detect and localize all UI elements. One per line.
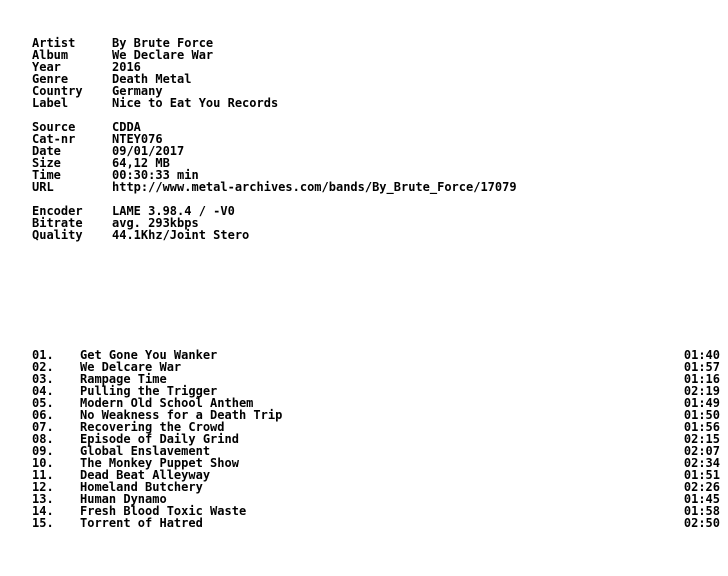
source-info-block	[32, 121, 517, 193]
track-number: 03.	[32, 372, 54, 386]
field-value: Death Metal	[112, 72, 192, 86]
track-number: 04.	[32, 384, 54, 398]
track-title: Torrent of Hatred	[80, 516, 203, 530]
track-row	[32, 517, 720, 529]
source-info-row	[32, 145, 517, 157]
source-info-row	[32, 121, 517, 133]
track-number: 09.	[32, 444, 54, 458]
field-label: URL	[32, 180, 54, 194]
track-title: Human Dynamo	[80, 492, 167, 506]
encoder-info-block	[32, 205, 249, 241]
track-duration: 02:19	[683, 384, 720, 398]
field-value: NTEY076	[112, 132, 163, 146]
field-value: 2016	[112, 60, 141, 74]
track-number: 15.	[32, 516, 54, 530]
track-duration: 01:56	[683, 420, 720, 434]
encoder-info-row	[32, 229, 249, 241]
track-number: 12.	[32, 480, 54, 494]
field-value: CDDA	[112, 120, 141, 134]
field-label: Encoder	[32, 204, 83, 218]
track-number: 01.	[32, 348, 54, 362]
release-info-row	[32, 49, 278, 61]
field-value: By Brute Force	[112, 36, 214, 50]
field-value: 00:30:33 min	[112, 168, 199, 182]
field-label: Country	[32, 84, 83, 98]
track-title: Dead Beat Alleyway	[80, 468, 211, 482]
url-value: http://www.metal-archives.com/bands/By_Brute_Force/17079	[112, 180, 517, 194]
field-label: Size	[32, 156, 61, 170]
track-duration: 01:16	[683, 372, 720, 386]
track-duration: 02:34	[683, 456, 720, 470]
track-number: 02.	[32, 360, 54, 374]
field-label: Source	[32, 120, 76, 134]
field-label: Bitrate	[32, 216, 83, 230]
track-duration: 02:15	[683, 432, 720, 446]
field-label: Date	[32, 144, 61, 158]
field-value: 64,12 MB	[112, 156, 170, 170]
field-label: Genre	[32, 72, 69, 86]
field-value: Nice to Eat You Records	[112, 96, 279, 110]
field-label: Label	[32, 96, 69, 110]
field-label: Cat-nr	[32, 132, 76, 146]
track-duration: 01:51	[683, 468, 720, 482]
field-value: 09/01/2017	[112, 144, 185, 158]
track-title: Get Gone You Wanker	[80, 348, 218, 362]
field-label: Artist	[32, 36, 76, 50]
track-title: Pulling the Trigger	[80, 384, 218, 398]
field-label: Album	[32, 48, 69, 62]
track-number: 11.	[32, 468, 54, 482]
track-duration: 01:50	[683, 408, 720, 422]
track-title: Global Enslavement	[80, 444, 211, 458]
field-value: LAME 3.98.4 / -V0	[112, 204, 235, 218]
field-value: Germany	[112, 84, 163, 98]
track-duration: 01:45	[683, 492, 720, 506]
track-duration: 02:07	[683, 444, 720, 458]
track-number: 13.	[32, 492, 54, 506]
track-number: 05.	[32, 396, 54, 410]
track-title: Rampage Time	[80, 372, 167, 386]
track-duration: 01:57	[683, 360, 720, 374]
track-duration: 01:40	[683, 348, 720, 362]
release-info-block	[32, 37, 278, 109]
field-label: Quality	[32, 228, 83, 242]
field-label: Time	[32, 168, 61, 182]
source-info-row	[32, 133, 517, 145]
field-label: Year	[32, 60, 61, 74]
field-value: avg. 293kbps	[112, 216, 199, 230]
track-title: The Monkey Puppet Show	[80, 456, 239, 470]
track-duration: 02:50	[683, 516, 720, 530]
track-duration: 02:26	[683, 480, 720, 494]
release-info-row	[32, 97, 278, 109]
track-title: We Delcare War	[80, 360, 182, 374]
source-info-row	[32, 157, 517, 169]
track-number: 10.	[32, 456, 54, 470]
track-duration: 01:58	[683, 504, 720, 518]
track-number: 07.	[32, 420, 54, 434]
track-number: 14.	[32, 504, 54, 518]
field-value: We Declare War	[112, 48, 214, 62]
track-number: 08.	[32, 432, 54, 446]
source-info-row	[32, 181, 517, 193]
track-number: 06.	[32, 408, 54, 422]
track-duration: 01:49	[683, 396, 720, 410]
track-title: Fresh Blood Toxic Waste	[80, 504, 247, 518]
field-value: 44.1Khz/Joint Stero	[112, 228, 250, 242]
track-title: Episode of Daily Grind	[80, 432, 239, 446]
track-title: Recovering the Crowd	[80, 420, 225, 434]
track-title: Homeland Butchery	[80, 480, 203, 494]
track-title: No Weakness for a Death Trip	[80, 408, 283, 422]
tracklist	[32, 349, 720, 529]
track-title: Modern Old School Anthem	[80, 396, 254, 410]
